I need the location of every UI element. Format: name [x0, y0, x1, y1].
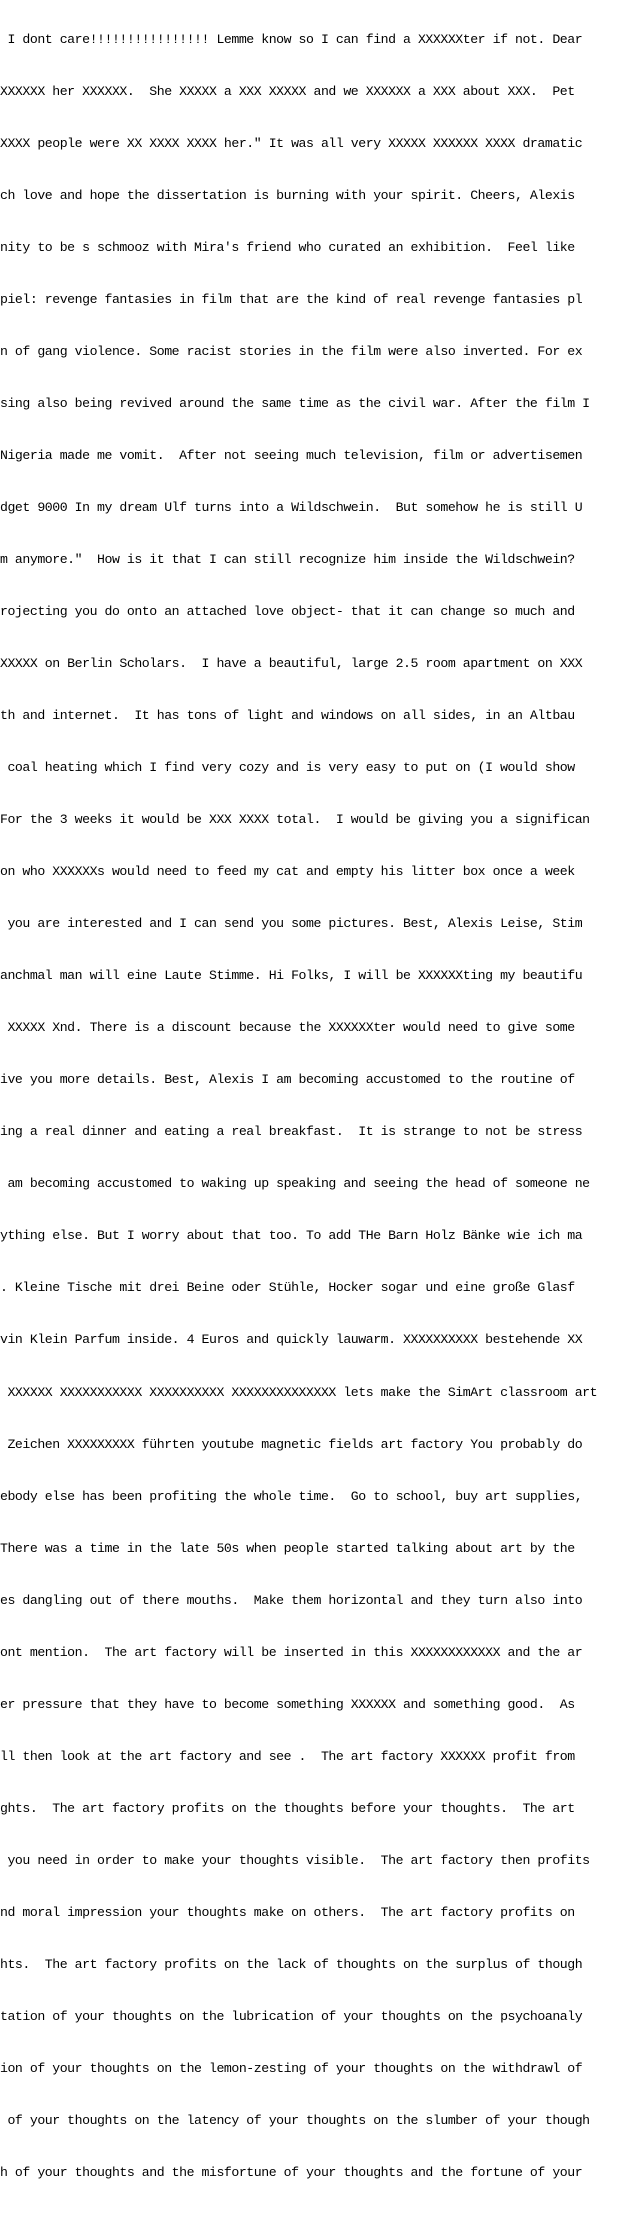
text-line: XXXXX Xnd. There is a discount because the XXXXXXter would need to give some	[0, 1020, 575, 1036]
text-line: h of your thoughts and the misfortune of your thoughts and the fortune of your	[0, 2164, 583, 2180]
text-line: piel: revenge fantasies in film that are the kind of real revenge fantasies pl	[0, 291, 583, 307]
text-line: sing also being revived around the same time as the civil war. After the film I	[0, 395, 590, 411]
text-line: you are interested and I can send you some pictures. Best, Alexis Leise, Stim	[0, 916, 583, 932]
text-line: am becoming accustomed to waking up speaking and seeing the head of someone ne	[0, 1176, 590, 1192]
text-line: ebody else has been profiting the whole time. Go to school, buy art supplies,	[0, 1488, 583, 1504]
text-line: ything else. But I worry about that too. To add THe Barn Holz Bänke wie ich ma	[0, 1228, 583, 1244]
text-line: on who XXXXXXs would need to feed my cat and empty his litter box once a week	[0, 864, 575, 880]
text-line: XXXXX on Berlin Scholars. I have a beautiful, large 2.5 room apartment on XXX	[0, 656, 583, 672]
text-line: nity to be s schmooz with Mira's friend who curated an exhibition. Feel like	[0, 239, 575, 255]
text-line: ghts. The art factory profits on the thoughts before your thoughts. The art	[0, 1800, 575, 1816]
text-line: dget 9000 In my dream Ulf turns into a Wildschwein. But somehow he is still U	[0, 499, 583, 515]
text-line: ing a real dinner and eating a real breakfast. It is strange to not be stress	[0, 1124, 583, 1140]
text-line: anchmal man will eine Laute Stimme. Hi Folks, I will be XXXXXXting my beautifu	[0, 968, 583, 984]
text-line: XXXX people were XX XXXX XXXX her." It was all very XXXXX XXXXXX XXXX dramatic	[0, 135, 583, 151]
text-line: th and internet. It has tons of light and windows on all sides, in an Altbau	[0, 708, 575, 724]
text-line: XXXXXX her XXXXXX. She XXXXX a XXX XXXXX and we XXXXXX a XXX about XXX. Pet	[0, 83, 575, 99]
text-line: XXXXXX XXXXXXXXXXX XXXXXXXXXX XXXXXXXXXXXXXX lets make the SimArt classroom art	[0, 1384, 598, 1400]
text-line: nd moral impression your thoughts make on others. The art factory profits on	[0, 1904, 575, 1920]
text-line: ch love and hope the dissertation is burning with your spirit. Cheers, Alexis	[0, 187, 575, 203]
text-line: tation of your thoughts on the lubrication of your thoughts on the psychoanaly	[0, 2008, 583, 2024]
text-line: you need in order to make your thoughts visible. The art factory then profits	[0, 1852, 590, 1868]
text-line: of your thoughts on the latency of your thoughts on the slumber of your though	[0, 2112, 590, 2128]
text-line: ion of your thoughts on the lemon-zesting of your thoughts on the withdrawl of	[0, 2060, 583, 2076]
text-line: rojecting you do onto an attached love object- that it can change so much and	[0, 604, 575, 620]
text-line: ll then look at the art factory and see . The art factory XXXXXX profit from	[0, 1748, 575, 1764]
text-line: I dont care!!!!!!!!!!!!!!!! Lemme know so I can find a XXXXXXter if not. Dear	[0, 31, 583, 47]
text-line: m anymore." How is it that I can still recognize him inside the Wildschwein?	[0, 552, 575, 567]
text-line: er pressure that they have to become something XXXXXX and something good. As	[0, 1696, 575, 1712]
text-line: es dangling out of there mouths. Make them horizontal and they turn also into	[0, 1592, 583, 1608]
text-line: Zeichen XXXXXXXXX führten youtube magnetic fields art factory You probably do	[0, 1436, 583, 1452]
text-line: . Kleine Tische mit drei Beine oder Stühle, Hocker sogar und eine große Glasf	[0, 1280, 575, 1296]
text-line: ont mention. The art factory will be inserted in this XXXXXXXXXXXX and the ar	[0, 1644, 583, 1660]
text-line: There was a time in the late 50s when people started talking about art by the	[0, 1540, 575, 1556]
text-line: Nigeria made me vomit. After not seeing much television, film or advertisemen	[0, 447, 583, 463]
text-line: vin Klein Parfum inside. 4 Euros and quickly lauwarm. XXXXXXXXXX bestehende XX	[0, 1332, 583, 1348]
text-line: ive you more details. Best, Alexis I am becoming accustomed to the routine of	[0, 1072, 575, 1088]
text-line: For the 3 weeks it would be XXX XXXX total. I would be giving you a significan	[0, 812, 590, 828]
text-line: hts. The art factory profits on the lack of thoughts on the surplus of though	[0, 1956, 583, 1972]
text-line: n of gang violence. Some racist stories in the film were also inverted. For ex	[0, 343, 583, 359]
text-line: coal heating which I find very cozy and is very easy to put on (I would show	[0, 760, 575, 776]
